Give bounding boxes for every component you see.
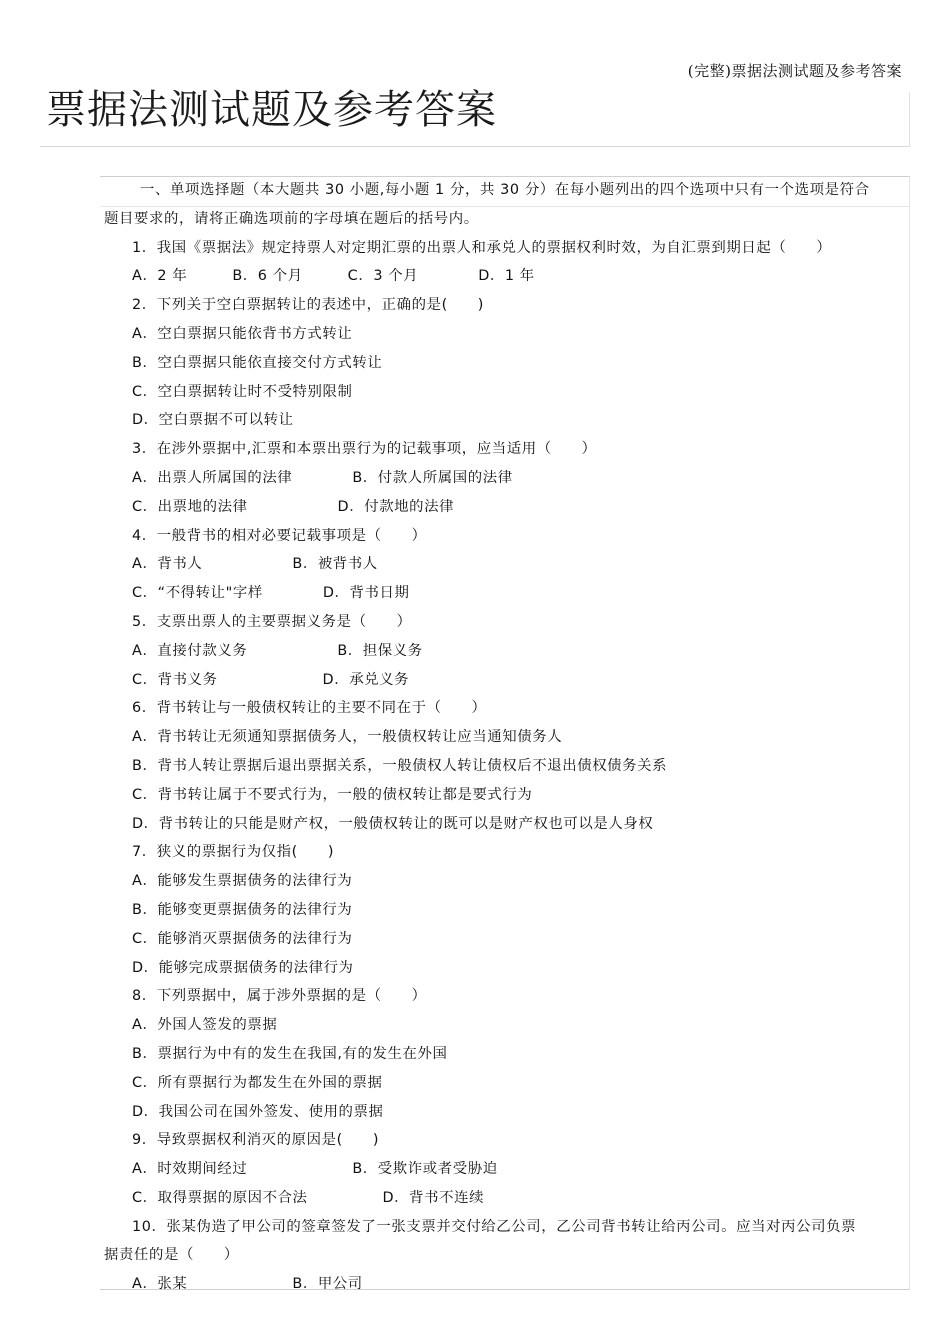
answer-options-row: A．2 年 B．6 个月 C．3 个月 D．1 年 [132,268,535,285]
question-stem: 7．狭义的票据行为仅指( ) [132,844,335,861]
question-stem: 3．在涉外票据中,汇票和本票出票行为的记载事项，应当适用（ ） [132,441,597,458]
answer-option: C．能够消灭票据债务的法律行为 [132,930,353,947]
answer-options-row: A．出票人所属国的法律 B．付款人所属国的法律 [132,469,513,486]
question-stem: 1．我国《票据法》规定持票人对定期汇票的出票人和承兑人的票据权利时效，为自汇票到期日起（ ） [132,239,832,256]
answer-option: C．空白票据转让时不受特别限制 [132,383,353,400]
answer-option: A．空白票据只能依背书方式转让 [132,325,353,342]
section-intro-line1: 一、单项选择题（本大题共 30 小题,每小题 1 分，共 30 分）在每小题列出的四个选项中只有一个选项是符合 [140,182,870,198]
answer-option: B．空白票据只能依直接交付方式转让 [132,354,383,371]
answer-options-row: C．“不得转让"字样 D．背书日期 [132,585,410,602]
title-divider-vertical [909,92,910,146]
answer-option: A．能够发生票据债务的法律行为 [132,873,353,890]
answer-option: D．能够完成票据债务的法律行为 [132,959,354,976]
answer-option: B．背书人转让票据后退出票据关系，一般债权人转让债权后不退出债权债务关系 [132,757,668,774]
question-stem: 6．背书转让与一般债权转让的主要不同在于（ ） [132,700,487,717]
answer-option: D．空白票据不可以转让 [132,412,294,429]
answer-option: C．所有票据行为都发生在外国的票据 [132,1074,383,1091]
question-stem-continued: 据责任的是（ ） [104,1247,239,1264]
question-stem: 8．下列票据中，属于涉外票据的是（ ） [132,988,427,1005]
answer-option: D．我国公司在国外签发、使用的票据 [132,1103,384,1120]
question-stem: 4．一般背书的相对必要记载事项是（ ） [132,527,427,544]
question-stem: 10．张某伪造了甲公司的签章签发了一张支票并交付给乙公司，乙公司背书转让给丙公司。应当对丙公司负票 [132,1218,857,1235]
answer-option: B．票据行为中有的发生在我国,有的发生在外国 [132,1045,448,1062]
answer-option: A．背书转让无须通知票据债务人，一般债权转让应当通知债务人 [132,729,563,746]
question-stem: 9．导致票据权利消灭的原因是( ) [132,1132,380,1149]
document-header-label: (完整)票据法测试题及参考答案 [687,62,902,80]
answer-option: B．能够变更票据债务的法律行为 [132,901,353,918]
answer-options-row: C．出票地的法律 D．付款地的法律 [132,498,455,515]
answer-options-row: C．取得票据的原因不合法 D．背书不连续 [132,1189,485,1206]
answer-option: D．背书转让的只能是财产权，一般债权转让的既可以是财产权也可以是人身权 [132,815,654,832]
question-stem: 5．支票出票人的主要票据义务是（ ） [132,613,412,630]
question-stem: 2．下列关于空白票据转让的表述中，正确的是( ) [132,297,484,314]
title-divider [40,146,910,147]
frame-right-edge [909,177,910,1289]
question-list [104,176,904,1299]
answer-options-row: A．直接付款义务 B．担保义务 [132,642,423,659]
answer-option: C．背书转让属于不要式行为，一般的债权转让都是要式行为 [132,786,533,803]
page-title: 票据法测试题及参考答案 [46,87,497,133]
answer-options-row: C．背书义务 D．承兑义务 [132,671,410,688]
section-intro-line2: 题目要求的，请将正确选项前的字母填在题后的括号内。 [104,210,479,227]
answer-options-row: A．时效期间经过 B．受欺诈或者受胁迫 [132,1161,498,1178]
answer-options-row: A．背书人 B．被背书人 [132,556,378,573]
answer-options-row: A．张某 B．甲公司 [132,1276,363,1293]
answer-option: A．外国人签发的票据 [132,1017,278,1034]
questions-container [104,234,904,1299]
